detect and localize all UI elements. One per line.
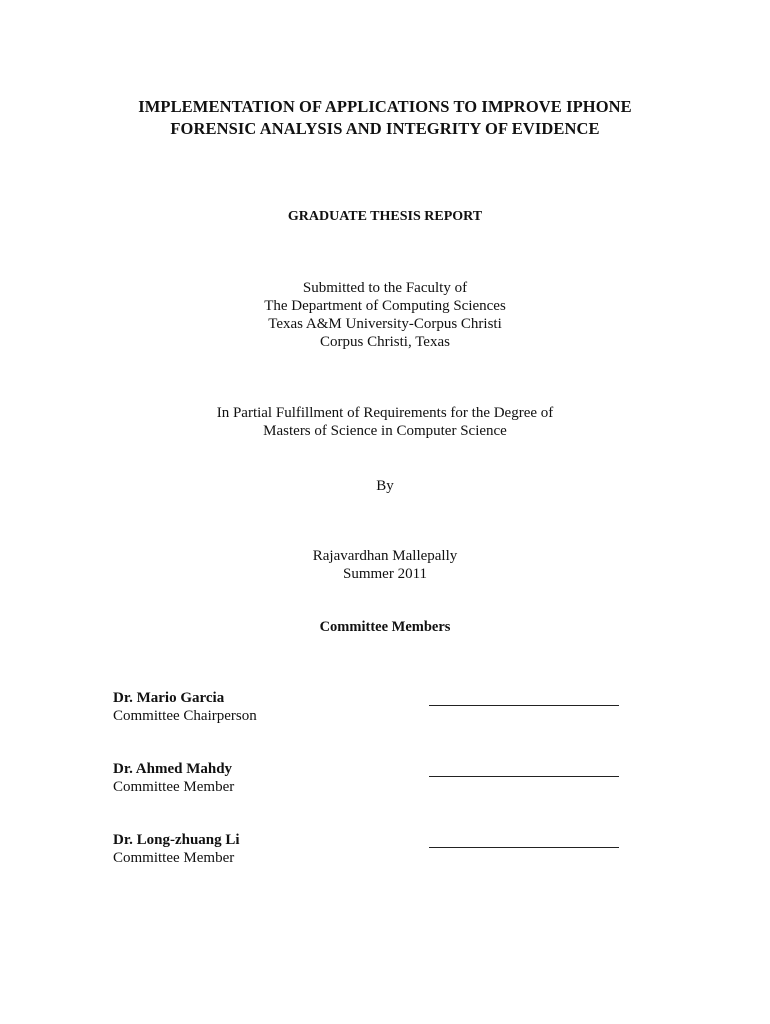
submission-line-4: Corpus Christi, Texas: [320, 334, 450, 350]
signature-line: [429, 776, 619, 777]
thesis-title: [0, 96, 770, 140]
signature-line: [429, 705, 619, 706]
submission-line-3: Texas A&M University-Corpus Christi: [268, 316, 502, 332]
submission-line-1: Submitted to the Faculty of: [302, 280, 468, 296]
committee-member-name: Dr. Mario Garcia: [113, 690, 225, 706]
author-block: [0, 547, 770, 583]
committee-member: [113, 689, 257, 725]
submission-line-2: The Department of Computing Sciences: [264, 298, 506, 314]
thesis-title-line-2: FORENSIC ANALYSIS AND INTEGRITY OF EVIDENCE: [170, 119, 600, 138]
fulfillment-line-1: In Partial Fulfillment of Requirements for the Degree of: [216, 405, 554, 421]
committee-heading: Committee Members: [319, 619, 451, 635]
committee-member: [113, 831, 240, 867]
fulfillment-block: [0, 404, 770, 440]
committee-member-name: Dr. Long-zhuang Li: [113, 832, 240, 848]
committee-member-role: Committee Chairperson: [113, 708, 257, 724]
committee-member-name: Dr. Ahmed Mahdy: [113, 761, 233, 777]
signature-line: [429, 847, 619, 848]
by-label: By: [376, 478, 394, 494]
fulfillment-line-2: Masters of Science in Computer Science: [263, 423, 507, 439]
committee-member-role: Committee Member: [113, 779, 235, 795]
thesis-title-line-1: IMPLEMENTATION OF APPLICATIONS TO IMPROVE IPHONE: [138, 97, 632, 116]
author-term: Summer 2011: [342, 566, 428, 582]
committee-member: [113, 760, 234, 796]
report-type: GRADUATE THESIS REPORT: [287, 209, 483, 224]
committee-member-role: Committee Member: [113, 850, 235, 866]
author-name: Rajavardhan Mallepally: [312, 548, 458, 564]
submission-block: [0, 279, 770, 351]
